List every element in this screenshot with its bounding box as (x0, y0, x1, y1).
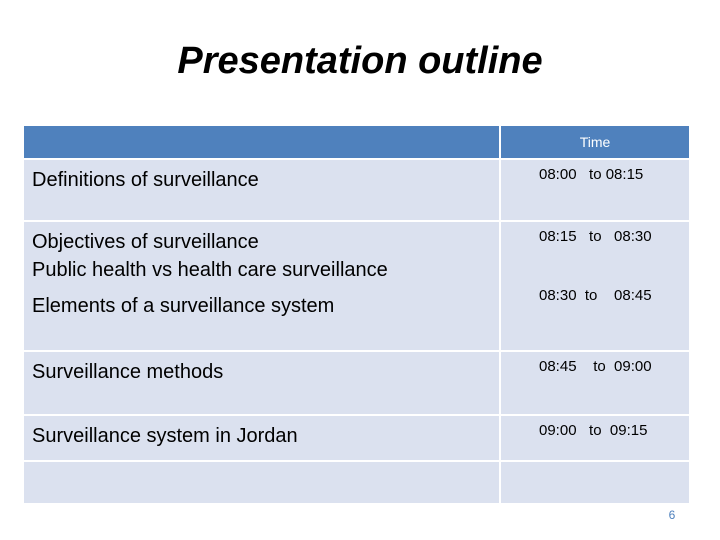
topic-text: Objectives of surveillance (32, 231, 259, 253)
table-row (24, 221, 689, 351)
time-text: 08:15 to 08:30 (539, 228, 652, 245)
time-text: 08:00 to 08:15 (539, 166, 644, 183)
topic-text: Elements of a surveillance system (32, 295, 335, 317)
time-text: 08:30 to 08:45 (539, 287, 652, 304)
topic-text: Public health vs health care surveillance (32, 259, 388, 281)
table-header-row (24, 126, 689, 159)
table-row (24, 351, 689, 415)
table-row (24, 415, 689, 461)
slide-title: Presentation outline (177, 40, 543, 82)
time-text: 08:45 to 09:00 (539, 358, 652, 375)
time-cell (500, 415, 689, 461)
header-time-cell: Time (500, 126, 689, 159)
topic-text: Surveillance system in Jordan (32, 425, 298, 447)
topic-cell (24, 461, 500, 503)
time-cell (500, 461, 689, 503)
topic-cell (24, 221, 500, 351)
topic-cell (24, 415, 500, 461)
time-cell (500, 221, 689, 351)
outline-table (24, 126, 689, 503)
topic-text: Surveillance methods (32, 361, 224, 383)
time-cell (500, 351, 689, 415)
table-row (24, 461, 689, 503)
time-text: 09:00 to 09:15 (539, 422, 648, 439)
topic-text: Definitions of surveillance (32, 169, 259, 191)
table-row (24, 159, 689, 221)
page-number: 6 (668, 508, 676, 522)
topic-cell (24, 351, 500, 415)
header-topic-cell (24, 126, 500, 159)
topic-cell (24, 159, 500, 221)
time-cell (500, 159, 689, 221)
